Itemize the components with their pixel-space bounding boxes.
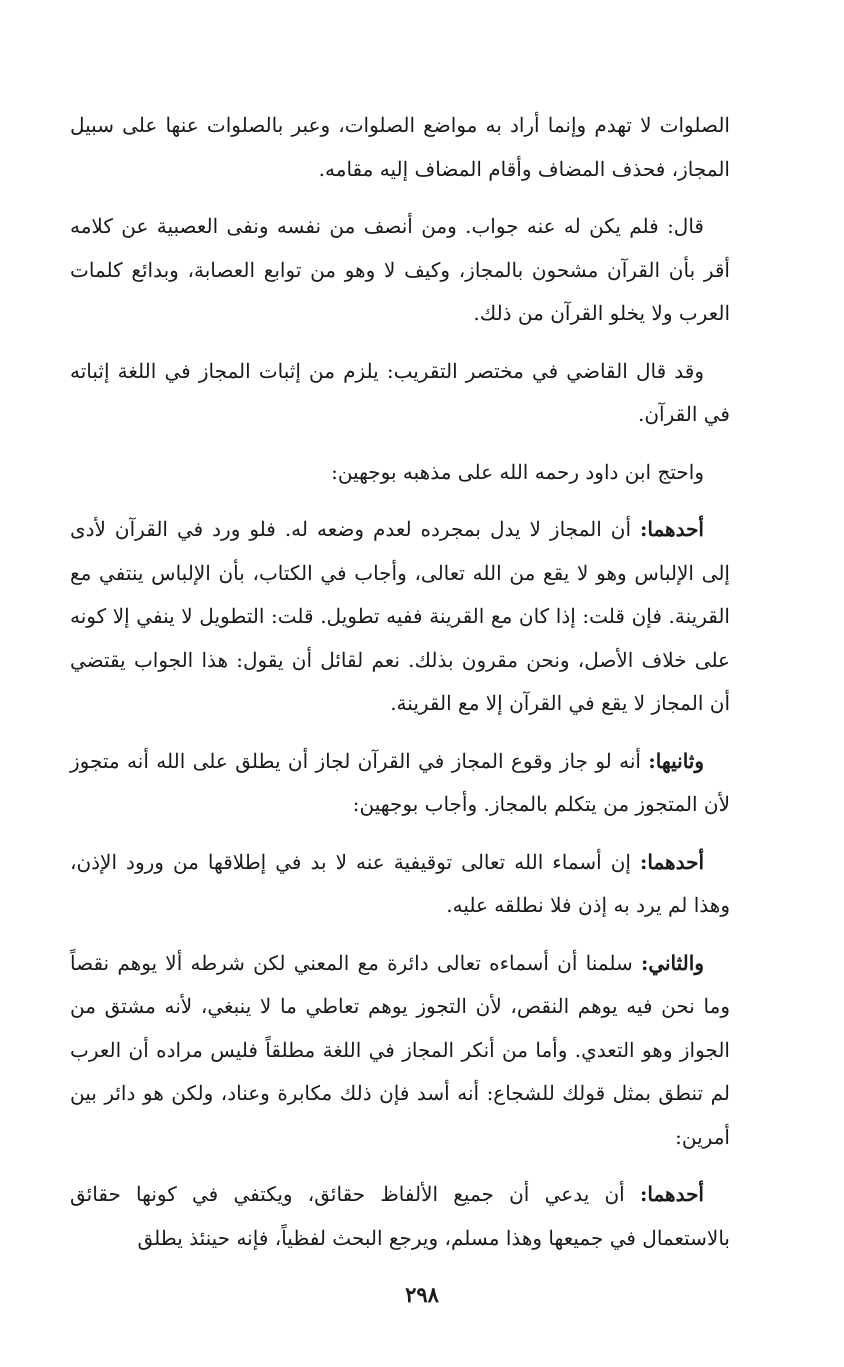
paragraph-lead-term: أحدهما: — [640, 849, 705, 874]
paragraph-text: الصلوات لا تهدم وإنما أراد به مواضع الصلوات، وعبر بالصلوات عنها على سبيل المجاز، فحذف المضاف وأقام المضاف إليه مقامه. — [70, 113, 730, 181]
paragraph — [70, 104, 730, 191]
paragraph — [70, 942, 730, 1160]
paragraph-text: أن المجاز لا يدل بمجرده لعدم وضعه له. فلو ورد في القرآن لأدى إلى الإلباس وهو لا يقع من الله تعالى، وأجاب في الكتاب، بأن الإلباس ينتفي مع القرينة. فإن قلت: إذا كان مع القرينة ففيه تطويل. قلت: التطويل لا ينفي إلا كونه على خلاف الأصل، ونحن مقرون بذلك. نعم لقائل أن يقول: هذا الجواب يقتضي أن المجاز لا يقع في القرآن إلا مع القرينة. — [70, 517, 730, 715]
paragraph — [70, 350, 730, 437]
paragraph — [70, 205, 730, 336]
paragraph — [70, 1173, 730, 1260]
page-number: ٢٩٨ — [405, 1282, 439, 1307]
paragraph-lead-term: والثاني: — [640, 950, 704, 975]
paragraph — [70, 841, 730, 928]
paragraph-text: سلمنا أن أسماءه تعالى دائرة مع المعني لكن شرطه ألا يوهم نقصاً وما نحن فيه يوهم النقص، لأن التجوز يوهم تعاطي ما لا ينبغي، لأنه مشتق من الجواز وهو التعدي. وأما من أنكر المجاز في اللغة مطلقاً فليس مراده أن العرب لم تنطق بمثل قولك للشجاع: أنه أسد فإن ذلك مكابرة وعناد، ولكن هو دائر بين أمرين: — [70, 950, 730, 1149]
paragraph-lead-term: أحدهما: — [639, 517, 704, 541]
paragraph — [70, 740, 730, 827]
paragraph-text: أن يدعي أن جميع الألفاظ حقائق، ويكتفي في كونها حقائق بالاستعمال في جميعها وهذا مسلم، ويرجع البحث لفظياً، فإنه حينئذ يطلق — [70, 1182, 730, 1250]
paragraph-text: وقد قال القاضي في مختصر التقريب: يلزم من إثبات المجاز في اللغة إثباته في القرآن. — [70, 358, 730, 426]
paragraph — [70, 451, 730, 495]
paragraph-lead-term: وثانيها: — [648, 748, 705, 773]
paragraph-text: واحتج ابن داود رحمه الله على مذهبه بوجهين: — [331, 459, 704, 484]
paragraph — [70, 508, 730, 726]
page-body — [70, 104, 730, 1274]
paragraph-text: قال: فلم يكن له عنه جواب. ومن أنصف من نفسه ونفى العصبية عن كلامه أقر بأن القرآن مشحون بالمجاز، وكيف لا وهو من توابع العصابة، وبدائع كلمات العرب ولا يخلو القرآن من ذلك. — [70, 214, 730, 325]
paragraph-text: إن أسماء الله تعالى توقيفية عنه لا بد في إطلاقها من ورود الإذن، وهذا لم يرد به إذن فلا نطلقه عليه. — [70, 849, 730, 917]
paragraph-lead-term: أحدهما: — [639, 1182, 704, 1206]
paragraph-text: أنه لو جاز وقوع المجاز في القرآن لجاز أن يطلق على الله أنه متجوز لأن المتجوز من يتكلم بالمجاز. وأجاب بوجهين: — [70, 748, 730, 816]
